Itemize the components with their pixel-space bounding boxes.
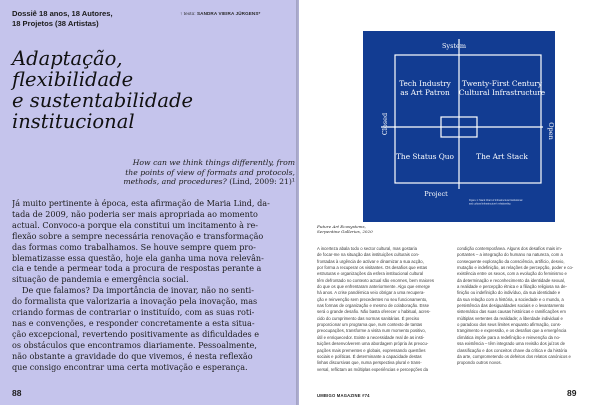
diagram-inner-frame <box>395 55 541 183</box>
text-line: sociais e políticas. É determinante a capacidade destas <box>317 353 422 359</box>
text-line: frontadas à urgência de activar e dinamizar a sua acção, <box>317 258 424 264</box>
page-number-right: 89 <box>567 388 577 398</box>
text-line: De que falamos? Da importância de inovar, não no senti- <box>22 285 254 296</box>
quote-line: How can we think things differently, from <box>132 158 295 167</box>
text-line: cido do cumprimento das normas sanitárias. É preciso <box>317 315 420 321</box>
left-body-text <box>12 198 295 373</box>
text-line: ssa existência – têm integrado uma revisão dos juízos de <box>457 341 565 347</box>
title-line: e sustentabilidade <box>12 89 194 112</box>
text-line: estruturas e organizações da esfera institucional cultural <box>317 271 424 277</box>
page-number-left: 88 <box>12 388 22 398</box>
text-line: ção excepcional, revertendo positivamente as dificuldades e <box>12 328 260 339</box>
byline <box>180 11 260 16</box>
diagram-quadrant-top-right-2: Cultural Infrastructure <box>458 88 546 97</box>
text-line: que consigo encontrar uma certa motivação e esperança. <box>12 361 248 372</box>
diagram-quadrant-top-left-1: Tech Industry <box>399 79 451 88</box>
caption-line: Future Art Ecosystems, <box>317 224 366 229</box>
text-line: nas e convenções, e responder concretamente a esta situa- <box>12 317 255 328</box>
diagram-label-left: Closed <box>381 112 389 136</box>
text-line: de focar-me na situação das instituições culturais con- <box>317 252 420 258</box>
text-line: o paradoxo dos seus limites enquanto afirmação, cons- <box>457 322 562 328</box>
text-line: Já muito pertinente à época, esta afirmação de Maria Lind, da- <box>12 198 270 208</box>
text-line: da determinação e reconhecimento da identidade sexual, <box>457 277 565 283</box>
stack-chart-diagram <box>363 31 555 222</box>
text-line: classificação e dos conceitos chave da crítica e da história <box>457 347 568 353</box>
text-line: têm defrontado no contexto actual são enormes, bem maiores <box>317 277 434 283</box>
text-line: actual. Convoco-a porque ela constitui um incitamento à re- <box>12 219 258 230</box>
text-line: condição contemporânea. Alguns dos desafios mais im- <box>457 246 563 251</box>
byline-author: SANDRA VIEIRA JÜRGENS* <box>197 11 261 16</box>
text-line: persistência das desigualdades sociais e o levantamento <box>457 303 565 309</box>
text-line: portantes – a integração do humano na natureza, com a <box>457 252 563 258</box>
text-line: útil e enriquecedor. Existe a necessidade real de as insti- <box>317 334 425 340</box>
title-line: Adaptação, <box>12 47 123 70</box>
diagram-fine-print-1: Figure 1: Stack Chart of Infrastructural Institutional <box>469 199 523 202</box>
text-line: linhas discursivas que, numa perspectiva plural e trans- <box>317 360 422 366</box>
byline-prefix: ↑ texto: <box>180 11 196 16</box>
text-line: versal, reflictam as múltiplas experiências e percepções da <box>317 366 429 372</box>
title-line: flexibilidade <box>12 68 134 91</box>
text-line: da sua relação com a história, a sociedade e o mundo, a <box>457 296 564 302</box>
dossier-line: 18 Projetos (38 Artistas) <box>12 19 99 29</box>
text-line: tuições desenvolverem uma abordagem própria às preocu- <box>317 341 429 347</box>
diagram-label-right: Open <box>547 122 555 140</box>
diagram-svg <box>363 31 555 222</box>
text-line: consequente exploração da consciência, artifício, desvio, <box>457 258 565 264</box>
diagram-quadrant-bottom-left: The Status Quo <box>396 152 454 161</box>
diagram-fine-print-2: and cultural infrastructure's relationship. <box>469 202 512 206</box>
text-line: tada de 2009, não poderia ser mais apropriada ao momento <box>12 208 258 219</box>
title-line: institucional <box>12 110 135 133</box>
text-line: proporcionar um programa que, num contexto de tantas <box>317 322 423 328</box>
text-line: sistemático das suas causas históricas e ramificações em <box>457 309 566 315</box>
figure-caption <box>317 224 437 234</box>
text-line: mutação e indefinição, as relações de percepção, poder e co- <box>457 265 574 271</box>
text-line: do formalista que valorizaria a inovação pela inovação, mas <box>12 296 258 307</box>
text-line: das formas como trabalhamos. Se houve sempre quem pro- <box>12 241 256 252</box>
text-line: flexão sobre a sempre necessária renovação e transformação <box>12 230 264 241</box>
text-line: existência entre os sexos, com a evolução do feminismo e <box>457 271 567 277</box>
magazine-footer: UMBIGO MAGAZINE #74 <box>317 393 370 398</box>
diagram-label-top: System <box>441 42 467 50</box>
right-body-column-2 <box>457 246 587 367</box>
text-line: pações mais prementes e globais, expressando questões <box>317 347 426 353</box>
text-line: há anos. A crise pandémica veio obrigar a uma recupera- <box>317 290 425 296</box>
text-line: ção e reinvenção sem precedentes no seu funcionamento, <box>317 296 428 302</box>
quote-line: the points of view of formats and protocols, <box>125 167 295 177</box>
text-line: será o grande desafio. Não basta oferecer o habitual, acres- <box>317 309 431 315</box>
text-line: os obstáculos que encontramos diariamente. Pessoalmente, <box>12 339 257 350</box>
text-line: da arte, comprometendo os defeitos dos relatos canónicos e <box>457 353 571 359</box>
text-line: situação de pandemia e emergência social. <box>12 274 189 285</box>
right-body-column-1 <box>317 246 447 373</box>
text-line: climática impõe para a redefinição e reinvenção da no- <box>457 334 561 340</box>
diagram-quadrant-bottom-right: The Art Stack <box>476 152 528 161</box>
quote-line-last <box>110 177 295 187</box>
text-line: por forma a recuperar os visitantes. Os desafios que estas <box>317 265 428 271</box>
caption-line: Serpentine Galleries, 2020 <box>317 229 373 235</box>
text-line: cia e tende a permear toda a procura de respostas perante a <box>12 263 262 274</box>
diagram-quadrant-top-right-1: Twenty-First Century <box>461 79 543 88</box>
dossier-heading <box>12 9 113 30</box>
text-line: criando formas de contrariar o instituído, com as suas roti- <box>12 307 255 318</box>
dossier-line: Dossiê 18 anos, 18 Autores, <box>12 9 113 18</box>
diagram-quadrant-top-left-2: as Art Patron <box>400 88 450 97</box>
quote-reference: (Lind, 2009: 21)¹ <box>229 177 295 187</box>
text-line: trangimento e expressão, e os desafios que a emergência <box>457 328 567 334</box>
text-line: do que os que enfrentaram anteriormente. Algo que emerge <box>317 284 430 290</box>
epigraph-quote <box>110 158 295 187</box>
text-line: propondo outros novos. <box>457 360 502 366</box>
left-page <box>0 0 299 405</box>
quote-line: methods, and procedures? <box>123 177 227 187</box>
text-line: A incerteza abala todo o sector cultural, mas gostaria <box>317 246 417 251</box>
text-line: finição ou indefinição do indivíduo, da sua identidade e <box>457 290 561 296</box>
text-line: preocupações, transforme a visita num momento positivo, <box>317 328 426 334</box>
diagram-label-bottom: Project <box>424 190 448 198</box>
text-line: múltiplas vertentes da realidade; a liberdade individual e <box>457 315 563 321</box>
text-line: nas formas de organização e mesmo de colaboração. Esse <box>317 303 429 309</box>
text-line: a realidade e percepção étnica e a filiação religiosa na de- <box>457 284 567 290</box>
text-line: não obstante a gravidade do que vivemos, é nesta reflexão <box>12 350 253 361</box>
text-line: blematizasse essa questão, hoje ela ganha uma nova relevân- <box>12 252 264 263</box>
article-title <box>12 48 297 132</box>
